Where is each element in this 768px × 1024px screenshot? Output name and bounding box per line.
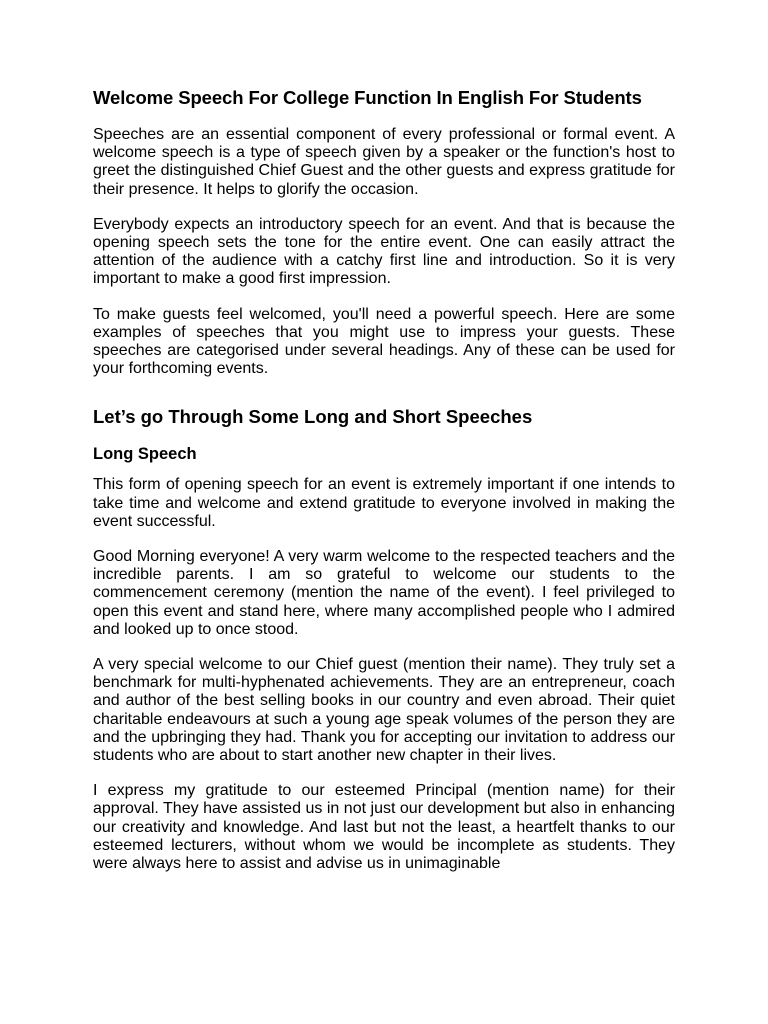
section-heading: Let’s go Through Some Long and Short Speeches bbox=[93, 406, 533, 428]
intro-paragraph-1: Speeches are an essential component of every professional or formal event. A welcome speech is a type of speech given by a speaker or the function's host to greet the distinguished Chief Guest and the other guests and express gratitude for their presence. It helps to glorify the occasion. bbox=[93, 126, 675, 198]
long-speech-paragraph-2: Good Morning everyone! A very warm welcome to the respected teachers and the incredible parents. I am so grateful to welcome our students to the commencement ceremony (mention the name of the event). I feel privileged to open this event and stand here, where many accomplished people who I admired and looked up to once stood. bbox=[93, 548, 675, 638]
subsection-heading: Long Speech bbox=[93, 445, 197, 464]
document-body bbox=[93, 85, 675, 873]
document-title: Welcome Speech For College Function In English For Students bbox=[93, 87, 642, 108]
long-speech-paragraph-4: I express my gratitude to our esteemed Principal (mention name) for their approval. They have assisted us in not just our development but also in enhancing our creativity and knowledge. And last but not the least, a heartfelt thanks to our esteemed lecturers, without whom we would be incomplete as students. They were always here to assist and advise us in unimaginable bbox=[93, 782, 675, 873]
intro-paragraph-2: Everybody expects an introductory speech for an event. And that is because the opening speech sets the tone for the entire event. One can easily attract the attention of the audience with a catchy first line and introduction. So it is very important to make a good first impression. bbox=[93, 215, 675, 288]
long-speech-paragraph-1: This form of opening speech for an event is extremely important if one intends to take time and welcome and extend gratitude to everyone involved in making the event successful. bbox=[93, 476, 675, 530]
long-speech-paragraph-3: A very special welcome to our Chief guest (mention their name). They truly set a benchmark for multi-hyphenated achievements. They are an entrepreneur, coach and author of the best selling books in our country and even abroad. Their quiet charitable endeavours at such a young age speak volumes of the person they are and the upbringing they had. Thank you for accepting our invitation to address our students who are about to start another new chapter in their lives. bbox=[93, 656, 675, 765]
intro-paragraph-3: To make guests feel welcomed, you'll need a powerful speech. Here are some examples of speeches that you might use to impress your guests. These speeches are categorised under several headings. Any of these can be used for your forthcoming events. bbox=[93, 305, 675, 378]
